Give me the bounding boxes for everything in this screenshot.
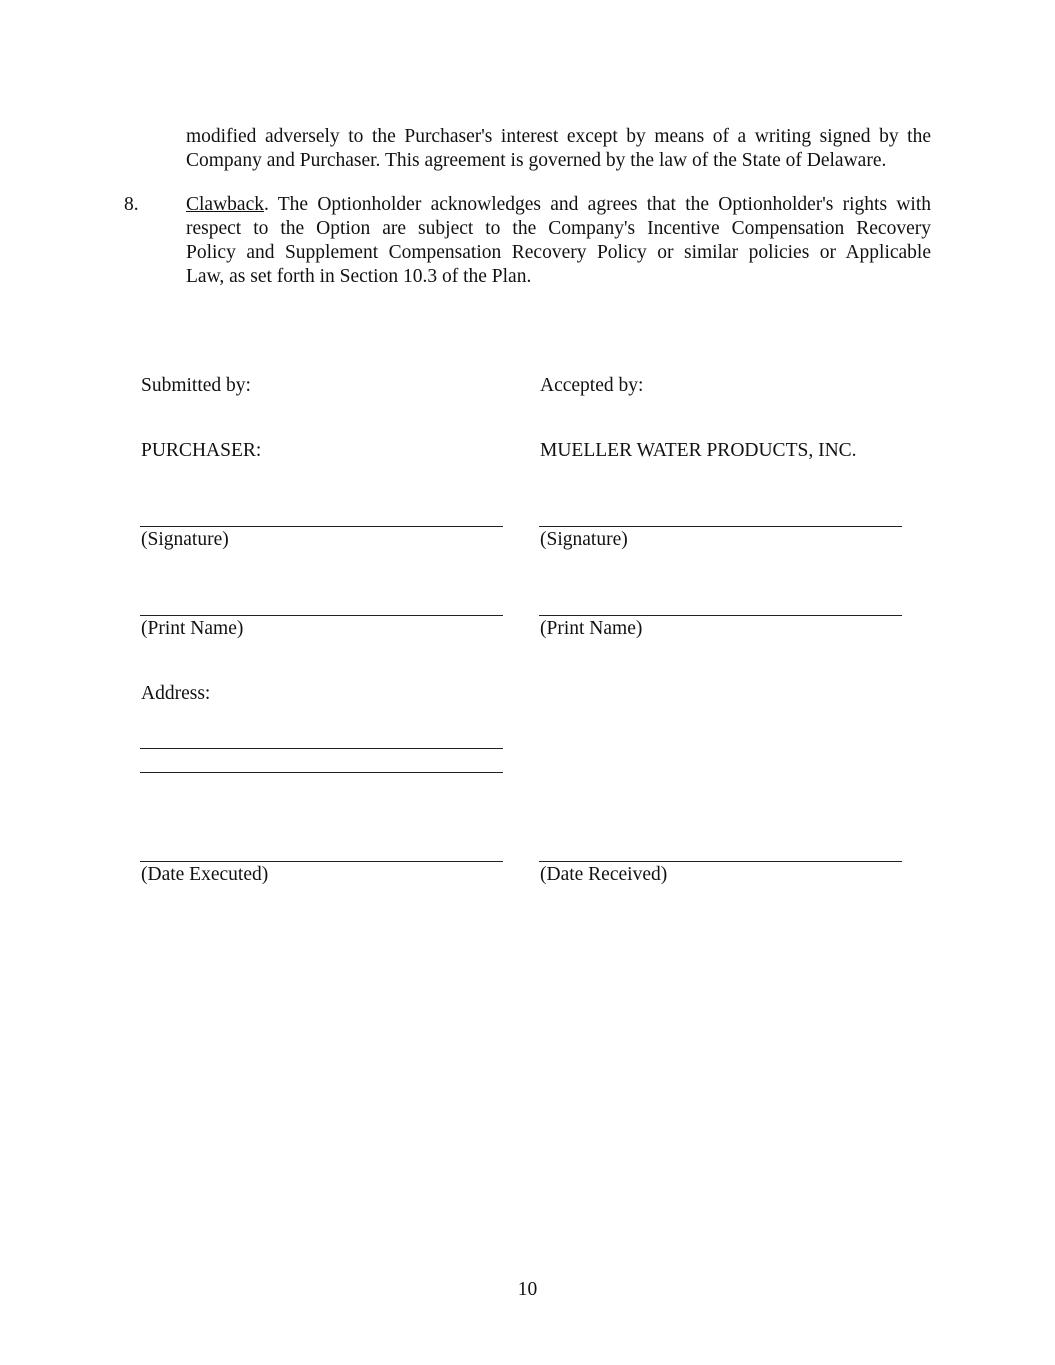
accepted-by-heading: Accepted by:	[540, 375, 644, 396]
company-signature-label: (Signature)	[540, 529, 628, 550]
date-received-line[interactable]	[539, 861, 902, 862]
address-label: Address:	[141, 683, 211, 704]
continuation-line-1: modified adversely to the Purchaser's interest except by means of a writing signed by the	[186, 126, 931, 147]
submitted-by-heading: Submitted by:	[141, 375, 251, 396]
section-8-line-3: Policy and Supplement Compensation Recovery Policy or similar policies or Applicable	[186, 242, 931, 263]
section-8-heading: Clawback	[186, 194, 264, 215]
purchaser-signature-line[interactable]	[140, 526, 503, 527]
section-8-number: 8.	[124, 194, 139, 215]
section-8-line-4: Law, as set forth in Section 10.3 of the Plan.	[186, 266, 532, 287]
date-received-label: (Date Received)	[540, 864, 668, 885]
company-signature-line[interactable]	[539, 526, 902, 527]
company-print-name-label: (Print Name)	[540, 618, 643, 639]
company-name: MUELLER WATER PRODUCTS, INC.	[540, 440, 857, 461]
section-8-line-1	[186, 193, 931, 217]
date-executed-label: (Date Executed)	[141, 864, 269, 885]
purchaser-label: PURCHASER:	[141, 440, 262, 461]
purchaser-signature-label: (Signature)	[141, 529, 229, 550]
section-8-line-1-text: . The Optionholder acknowledges and agrees that the Optionholder's rights with	[263, 194, 931, 215]
page-number: 10	[517, 1279, 538, 1300]
address-line-2[interactable]	[140, 772, 503, 773]
continuation-line-2: Company and Purchaser. This agreement is governed by the law of the State of Delaware.	[186, 150, 887, 171]
purchaser-print-name-line[interactable]	[140, 615, 503, 616]
company-print-name-line[interactable]	[539, 615, 902, 616]
date-executed-line[interactable]	[140, 861, 503, 862]
section-8-line-2: respect to the Option are subject to the Company's Incentive Compensation Recovery	[186, 218, 931, 239]
purchaser-print-name-label: (Print Name)	[141, 618, 244, 639]
address-line-1[interactable]	[140, 748, 503, 749]
